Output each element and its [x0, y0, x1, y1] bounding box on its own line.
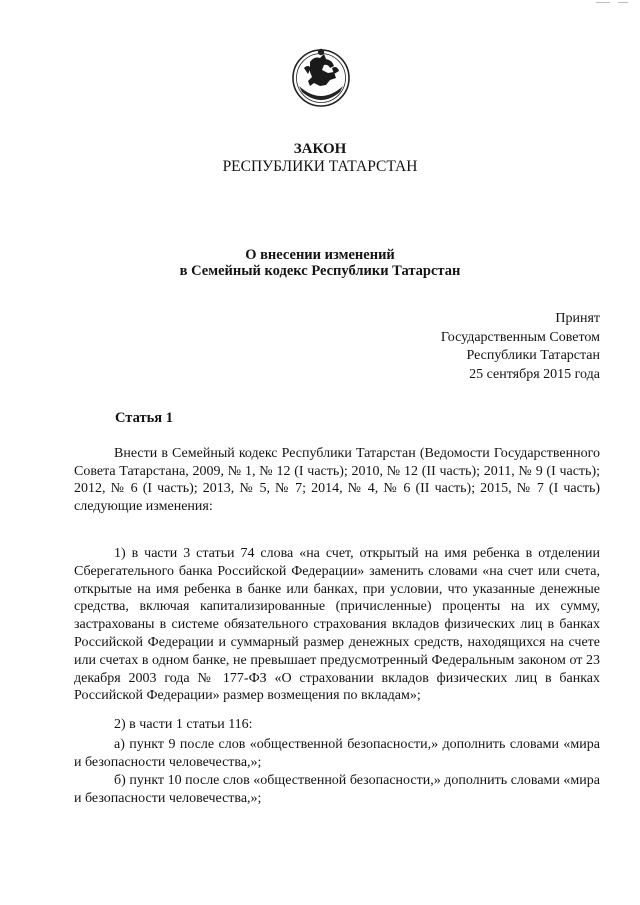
article-item-2a: а) пункт 9 после слов «общественной безопасности,» дополнить словами «мира и безопасности человечества,»;	[74, 737, 600, 770]
scan-mark	[596, 2, 610, 3]
adopted-line-3: Республики Татарстан	[466, 348, 600, 363]
republic-name: РЕСПУБЛИКИ ТАТАРСТАН	[222, 158, 418, 175]
article-intro-paragraph: Внести в Семейный кодекс Республики Татарстан (Ведомости Государственного Совета Татарстана, 2009, № 1, № 12 (I часть); 2010, № 12 (II часть); 2011, № 9 (I часть); 2012, № 6 (I часть); 2013, № 5, № 7; 2014, № 4, № 6 (II часть); 2015, № 7 (I часть) следующие изменения:	[74, 446, 600, 514]
scan-mark	[618, 2, 628, 3]
adopted-date: 25 сентября 2015 года	[469, 366, 600, 382]
article-item-2b: б) пункт 10 после слов «общественной безопасности,» дополнить словами «мира и безопасности человечества,»;	[74, 773, 600, 806]
adopted-line-2: Государственным Советом	[440, 329, 600, 345]
article-item-2: 2) в части 1 статьи 116:	[114, 717, 253, 732]
subject-line-1: О внесении изменений	[245, 247, 395, 263]
adoption-block	[380, 310, 600, 384]
article-heading: Статья 1	[115, 410, 173, 426]
article-item-1: 1) в части 3 статьи 74 слова «на счет, открытый на имя ребенка в отделении Сберегательного банка Российской Федерации» заменить словами «на счет или счета, открытые на имя ребенка в банке или банках, при условии, что указанные денежные средства, включая капитализированные (причисленные) проценты на их сумму, застрахованы в системе обязательного страхования вкладов физических лиц в банках Российской Федерации и суммарный размер денежных средств, находящихся на счете или счетах в одном банке, не превышает предусмотренный Федеральным законом от 23 декабря 2003 года № 177-ФЗ «О страховании вкладов физических лиц в банках Российской Федерации» размер возмещения по вкладам»;	[74, 546, 600, 704]
subject-line-2: в Семейный кодекс Республики Татарстан	[179, 263, 461, 279]
law-word: ЗАКОН	[293, 141, 347, 157]
tatarstan-emblem-icon	[290, 48, 352, 112]
adopted-line-1: Принят	[555, 311, 600, 326]
